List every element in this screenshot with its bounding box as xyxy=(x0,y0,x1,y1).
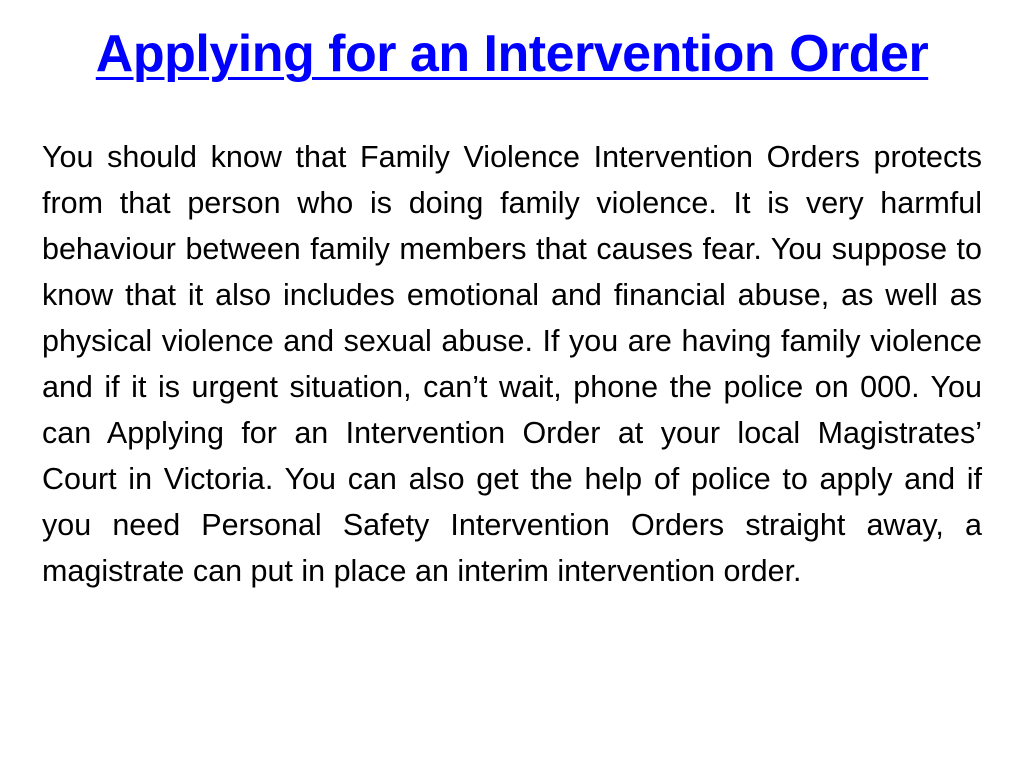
slide-body-text: You should know that Family Violence Intervention Orders protects from that person who is doing family violence. It is very harmful behaviour between family members that causes fear. You suppose to know that it also includes emotional and financial abuse, as well as physical violence and sexual abuse. If you are having family violence and if it is urgent situation, can’t wait, phone the police on 000. You can Applying for an Intervention Order at your local Magistrates’ Court in Victoria. You can also get the help of police to apply and if you need Personal Safety Intervention Orders straight away, a magistrate can put in place an interim intervention order. xyxy=(42,140,982,588)
slide-title: Applying for an Intervention Order xyxy=(95,25,929,83)
